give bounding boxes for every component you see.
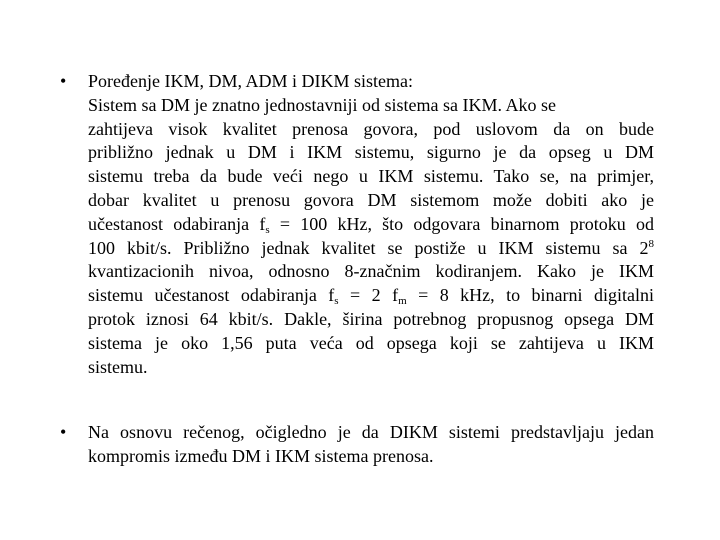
paragraph [88,94,654,380]
text-segment: = 2 f [338,285,399,306]
bullet-item-1 [60,70,654,379]
bullet-marker: • [60,422,67,442]
subscript: s [265,223,270,236]
text-line: kompromis između DM i IKM sistema prenosa. [88,445,434,466]
bullet-item-2 [60,421,654,469]
text-line: Sistem sa DM je znatno jednostavniji od sistema sa IKM. Ako se [88,94,556,115]
bullet-heading: Poređenje IKM, DM, ADM i DIKM sistema: [88,71,413,91]
text-line: sistema je oko 1,56 puta veća od opsega koji se zahtijeva u IKM [88,332,654,353]
bullet-content [88,70,654,379]
subscript: m [398,295,407,308]
text-segment: sistemu učestanost odabiranja f [88,285,335,306]
bullet-marker: • [60,71,67,91]
text-segment: = 8 kHz, to binarni digitalni [406,285,654,306]
text-segment: 100 kbit/s. Približno jednak kvalitet se postiže u IKM sistemu sa 2 [88,237,649,258]
text-line: približno jednak u DM i IKM sistemu, sigurno je da opseg u DM [88,142,654,163]
text-segment: učestanost odabiranja f [88,213,266,234]
text-segment: = 100 kHz, što odgovara binarnom protoku od [269,213,654,234]
subscript: s [334,295,339,308]
text-line: sistemu treba da bude veći nego u IKM sistemu. Tako se, na primjer, [88,166,654,187]
text-line: Na osnovu rečenog, očigledno je da DIKM sistemi predstavljaju jedan [88,422,654,442]
text-line [88,284,654,308]
text-line: zahtijeva visok kvalitet prenosa govora, pod uslovom da on bude [88,118,654,139]
superscript: 8 [648,237,654,250]
text-line [88,213,654,237]
bullet-content [88,421,654,469]
text-line: protok iznosi 64 kbit/s. Dakle, širina potrebnog propusnog opsega DM [88,308,654,329]
text-line: dobar kvalitet u prenosu govora DM sistemom može dobiti ako je [88,189,654,210]
text-line: sistemu. [88,356,148,377]
text-line [88,237,654,261]
text-line: kvantizacionih nivoa, odnosno 8-značnim kodiranjem. Kako je IKM [88,261,654,282]
